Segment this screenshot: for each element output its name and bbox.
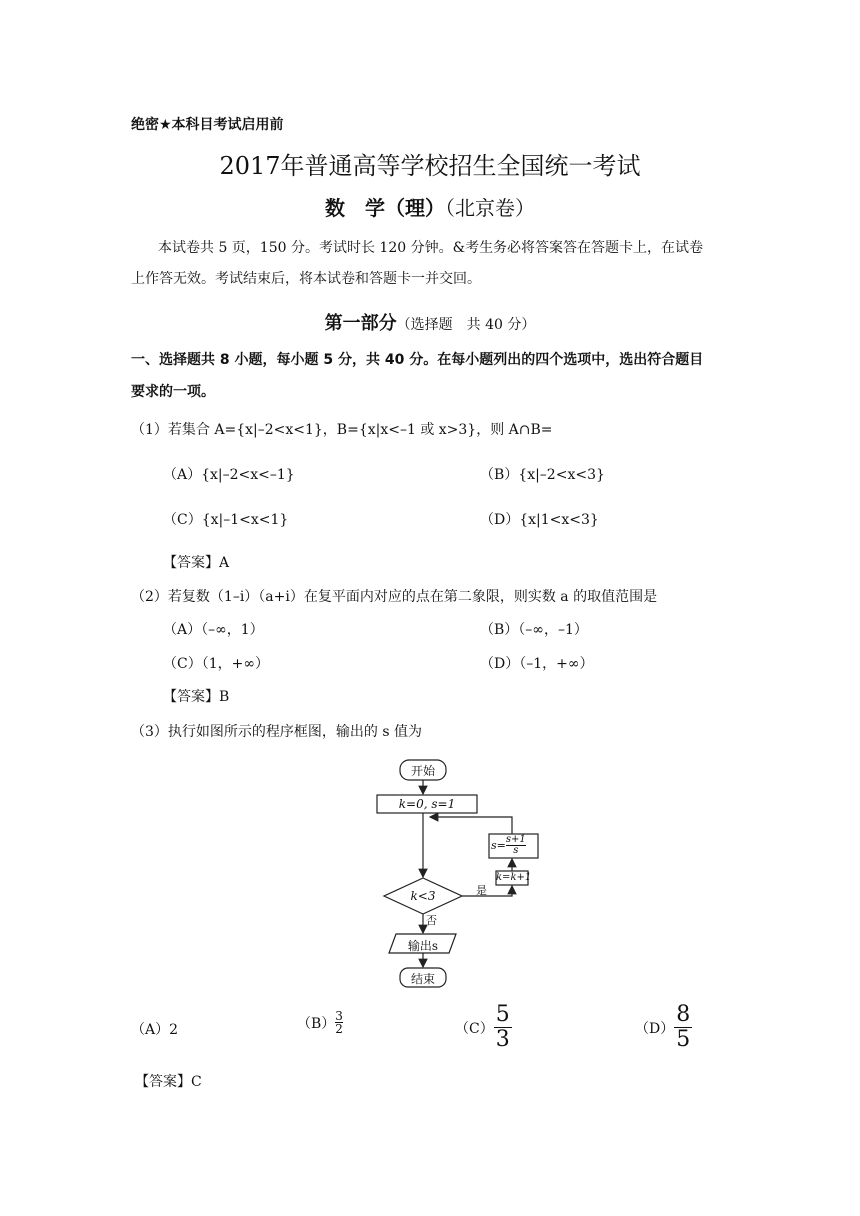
q1-option-c: （C）{x|–1<x<1}: [163, 512, 289, 528]
instructions-line-2: 上作答无效。考试结束后，将本试卷和答题卡一并交回。: [131, 271, 481, 287]
flow-start-label: 开始: [410, 764, 435, 778]
q3-option-c: [455, 1003, 512, 1052]
q2-answer: 【答案】B: [163, 689, 230, 705]
instructions-line-1: 本试卷共 5 页，150 分。考试时长 120 分钟。&考生务必将答案答在答题卡上，在试卷: [158, 240, 704, 256]
flow-update-s-den: s: [513, 845, 519, 856]
section-instruction-1: 一、选择题共 8 小题，每小题 5 分，共 40 分。在每小题列出的四个选项中，选出符合题目: [131, 352, 704, 368]
part1-subtitle: （选择题 共 40 分）: [396, 317, 536, 333]
flow-yes-label: 是: [476, 884, 487, 897]
subject-main: 数 学（理）: [325, 196, 445, 220]
subject-region: （北京卷）: [445, 196, 535, 220]
q3-answer: 【答案】C: [135, 1074, 202, 1090]
q3-option-b-label: （B）: [297, 1015, 336, 1032]
q2-stem: （2）若复数（1–i）（a+i）在复平面内对应的点在第二象限，则实数 a 的取值范围是: [131, 589, 658, 605]
q1-option-a: （A）{x|–2<x<–1}: [163, 467, 295, 483]
arrow-loop-back: [430, 817, 512, 834]
q3-option-a-label: （A）: [131, 1022, 170, 1038]
q3-option-a: [131, 1019, 178, 1039]
q3-option-d-label: （D）: [635, 1020, 675, 1037]
q3-option-a-value: 2: [169, 1022, 179, 1038]
q3-option-d-fraction: [674, 1003, 692, 1052]
q3-option-c-den: 3: [495, 1027, 510, 1052]
q3-option-b-den: 2: [335, 1022, 343, 1036]
q3-option-c-num: 5: [495, 1002, 510, 1027]
q1-stem: （1）若集合 A={x|–2<x<1}，B={x|x<–1 或 x>3}，则 A∩B=: [131, 422, 553, 438]
q3-option-b-num: 3: [335, 1009, 343, 1023]
q2-option-b: （B）（–∞，–1）: [480, 622, 588, 638]
q2-option-a: （A）（–∞，1）: [163, 622, 264, 638]
flow-init-label: k=0, s=1: [398, 797, 456, 811]
secret-line: 绝密★本科目考试启用前: [131, 117, 284, 133]
q1-option-d: （D）{x|1<x<3}: [480, 512, 599, 528]
q3-option-c-fraction: [494, 1003, 512, 1052]
q3-option-c-label: （C）: [455, 1020, 494, 1037]
flow-update-s-lhs: s=: [491, 839, 506, 852]
exam-title: 2017年普通高等学校招生全国统一考试: [219, 152, 641, 180]
q1-answer: 【答案】A: [163, 555, 230, 571]
arrow-decision-yes: [462, 886, 512, 896]
flow-output-label: 输出s: [407, 939, 439, 953]
q3-stem: （3）执行如图所示的程序框图，输出的 s 值为: [131, 724, 422, 740]
flow-update-s-fraction: [506, 835, 526, 856]
part1-title: 第一部分: [324, 313, 397, 334]
q3-option-b: [297, 1010, 343, 1035]
flow-update-s-formula: [491, 835, 526, 856]
flow-update-k-label: k=k+1: [496, 872, 532, 883]
q3-option-b-fraction: [335, 1010, 343, 1035]
flow-update-s-num: s+1: [505, 834, 526, 845]
q3-option-d: [635, 1003, 692, 1052]
q3-option-d-den: 5: [676, 1027, 691, 1052]
q1-option-b: （B）{x|–2<x<3}: [480, 467, 605, 483]
q3-option-d-num: 8: [676, 1002, 691, 1027]
flow-end-label: 结束: [410, 972, 435, 986]
flow-no-label: 否: [426, 914, 437, 927]
section-instruction-2: 要求的一项。: [131, 384, 215, 400]
flow-decision-label: k<3: [410, 889, 436, 903]
q2-option-c: （C）（1，+∞）: [163, 656, 270, 672]
q2-option-d: （D）（–1，+∞）: [480, 656, 594, 672]
